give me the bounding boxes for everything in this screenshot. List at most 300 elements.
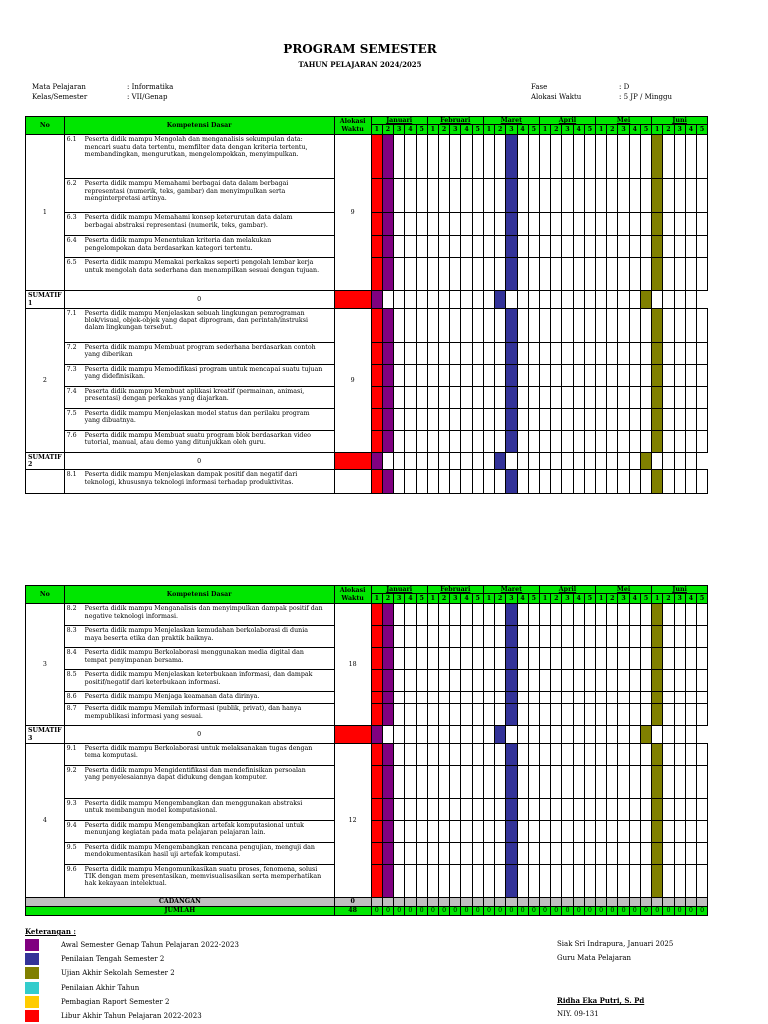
week-cell [517,236,528,258]
week-cell [416,692,427,704]
week-cell [461,291,472,309]
week-cell [573,364,584,386]
kompetensi-dasar-cell [64,743,334,765]
week-cell [663,604,674,626]
week-cell [551,820,562,842]
kd-text: Peserta didik mampu Menentukan kriteria dan melakukan pengelompokan data berdasarkan kategori tertentu. [84,237,272,252]
week-cell [483,308,494,342]
week-cell [596,179,607,213]
week-cell [405,291,416,309]
header-week: 5 [416,594,427,604]
week-cell [382,692,393,704]
week-cell [685,726,696,744]
header-week: 3 [506,594,517,604]
week-cell [640,386,651,408]
week-cell [539,470,550,494]
week-cell [640,820,651,842]
week-cell [517,213,528,236]
week-cell [685,408,696,430]
week-cell [640,842,651,864]
week-cell [539,726,550,744]
week-cell [517,626,528,648]
week-cell [517,604,528,626]
week-cell [438,626,449,648]
week-cell [506,670,517,692]
week-cell [495,626,506,648]
week-cell [551,364,562,386]
week-cell [607,648,618,670]
week-cell [517,135,528,179]
kd-number: 9.1 [66,744,77,752]
week-cell [551,236,562,258]
jumlah-week-value: 0 [573,906,584,915]
sumatif-value: 0 [64,726,334,744]
week-cell [461,820,472,842]
header-week: 2 [495,125,506,135]
week-cell [517,342,528,364]
kompetensi-dasar-cell [64,604,334,626]
legend-item [25,966,239,980]
header-month: Januari [371,117,427,125]
kd-number: 9.6 [66,865,77,873]
week-cell [394,135,405,179]
week-cell [382,430,393,452]
week-cell [427,179,438,213]
cadangan-week-cell [506,897,517,906]
week-cell [472,408,483,430]
week-cell [539,765,550,798]
table-row [26,135,708,179]
sumatif-row [26,452,708,470]
week-cell [652,386,663,408]
week-cell [584,258,595,291]
week-cell [663,408,674,430]
week-cell [405,743,416,765]
kd-number: 7.2 [66,343,77,351]
week-cell [618,179,629,213]
week-cell [551,726,562,744]
week-cell [685,213,696,236]
week-cell [663,291,674,309]
week-cell [450,213,461,236]
week-cell [652,408,663,430]
week-cell [573,236,584,258]
week-cell [405,765,416,798]
week-cell [382,743,393,765]
week-cell [461,648,472,670]
week-cell [528,670,539,692]
week-cell [596,864,607,897]
week-cell [573,704,584,726]
header-week: 3 [562,125,573,135]
table-row [26,743,708,765]
week-cell [685,743,696,765]
legend-label: Penilaian Tengah Semester 2 [61,955,165,964]
week-cell [573,291,584,309]
week-cell [652,213,663,236]
kompetensi-dasar-cell [64,236,334,258]
week-cell [506,179,517,213]
legend-swatch [25,996,39,1008]
week-cell [551,308,562,342]
kd-number: 8.4 [66,649,77,657]
week-cell [438,864,449,897]
week-cell [539,704,550,726]
week-cell [584,213,595,236]
week-cell [674,342,685,364]
week-cell [405,236,416,258]
week-cell [461,470,472,494]
week-cell [629,626,640,648]
week-cell [371,842,382,864]
week-cell [416,798,427,820]
week-cell [539,213,550,236]
header-week: 1 [539,594,550,604]
legend-label: Ujian Akhir Sekolah Semester 2 [61,969,175,978]
week-cell [697,430,708,452]
week-cell [416,452,427,470]
week-cell [551,765,562,798]
legend-item [25,938,239,952]
week-cell [618,342,629,364]
week-cell [640,135,651,179]
table-row [26,308,708,342]
kd-text: Peserta didik mampu Menganalisis dan menyimpulkan dampak positif dan negative teknologi informasi. [84,605,323,620]
week-cell [573,430,584,452]
jumlah-week-value: 0 [382,906,393,915]
week-cell [461,364,472,386]
week-cell [596,308,607,342]
week-cell [663,364,674,386]
legend-swatch [25,939,39,951]
header-week: 5 [472,594,483,604]
week-cell [674,258,685,291]
week-cell [483,386,494,408]
week-cell [652,342,663,364]
week-cell [697,364,708,386]
week-cell [629,670,640,692]
week-cell [640,258,651,291]
week-cell [652,308,663,342]
week-cell [584,386,595,408]
week-cell [629,430,640,452]
week-cell [607,798,618,820]
week-cell [629,236,640,258]
cadangan-label: CADANGAN [26,897,335,906]
week-cell [427,135,438,179]
week-cell [427,842,438,864]
week-cell [528,798,539,820]
week-cell [674,179,685,213]
header-week: 1 [483,594,494,604]
week-cell [697,213,708,236]
week-cell [584,692,595,704]
week-cell [371,470,382,494]
week-cell [528,213,539,236]
jumlah-week-value: 0 [584,906,595,915]
week-cell [629,864,640,897]
header-week: 2 [551,125,562,135]
kd-text: Peserta didik mampu Menjelaskan dampak positif dan negatif dari teknologi, khususnya teknologi informasi terhadap produktivitas. [84,471,298,486]
week-cell [495,179,506,213]
header-week: 3 [450,125,461,135]
week-cell [562,430,573,452]
week-cell [495,670,506,692]
cadangan-week-cell [697,897,708,906]
week-cell [495,704,506,726]
week-cell [427,308,438,342]
week-cell [573,408,584,430]
week-cell [382,798,393,820]
header-week: 3 [394,594,405,604]
week-cell [607,342,618,364]
week-cell [405,626,416,648]
week-cell [517,258,528,291]
row-number [26,470,65,494]
sumatif-label: SUMATIF 3 [26,726,65,744]
week-cell [551,692,562,704]
week-cell [450,386,461,408]
week-cell [573,386,584,408]
header-week: 4 [405,594,416,604]
week-cell [450,798,461,820]
week-cell [495,342,506,364]
week-cell [394,604,405,626]
kompetensi-dasar-cell [64,364,334,386]
week-cell [506,864,517,897]
week-cell [495,258,506,291]
week-cell [382,342,393,364]
week-cell [483,179,494,213]
cadangan-week-cell [596,897,607,906]
week-cell [685,291,696,309]
kd-number: 8.2 [66,605,77,613]
sumatif-label: SUMATIF 2 [26,452,65,470]
week-cell [663,135,674,179]
week-cell [596,236,607,258]
week-cell [685,670,696,692]
week-cell [607,765,618,798]
week-cell [629,648,640,670]
mapel-value: : Informatika [127,83,174,91]
week-cell [461,626,472,648]
week-cell [506,258,517,291]
week-cell [483,408,494,430]
week-cell [450,342,461,364]
week-cell [517,726,528,744]
week-cell [596,408,607,430]
week-cell [607,704,618,726]
week-cell [517,364,528,386]
week-cell [405,470,416,494]
week-cell [562,726,573,744]
week-cell [663,704,674,726]
jumlah-week-value: 0 [506,906,517,915]
week-cell [438,648,449,670]
week-cell [697,386,708,408]
week-cell [663,765,674,798]
week-cell [450,430,461,452]
week-cell [472,743,483,765]
kd-text: Peserta didik mampu Membuat aplikasi kreatif (permainan, animasi, presentasi) dengan perkakas yang diajarkan. [84,387,305,403]
week-cell [697,842,708,864]
week-cell [596,704,607,726]
header-month: Januari [371,586,427,594]
week-cell [472,820,483,842]
jumlah-week-value: 0 [663,906,674,915]
week-cell [495,213,506,236]
header-week: 3 [618,594,629,604]
header-alokasi-waktu: Alokasi Waktu [334,586,371,604]
jumlah-week-value: 0 [640,906,651,915]
week-cell [528,692,539,704]
week-cell [517,452,528,470]
week-cell [528,765,539,798]
header-week: 2 [438,125,449,135]
jumlah-week-value: 0 [416,906,427,915]
week-cell [506,626,517,648]
week-cell [697,470,708,494]
week-cell [551,743,562,765]
header-kompetensi-dasar: Kompetensi Dasar [64,586,334,604]
week-cell [584,470,595,494]
week-cell [551,626,562,648]
week-cell [674,726,685,744]
week-cell [573,213,584,236]
cadangan-week-cell [607,897,618,906]
week-cell [663,308,674,342]
week-cell [461,726,472,744]
week-cell [394,364,405,386]
cadangan-week-cell [427,897,438,906]
week-cell [618,364,629,386]
week-cell [528,842,539,864]
week-cell [438,364,449,386]
week-cell [472,213,483,236]
week-cell [652,430,663,452]
jumlah-week-value: 0 [629,906,640,915]
week-cell [405,386,416,408]
week-cell [685,798,696,820]
week-cell [573,743,584,765]
kd-number: 8.1 [66,471,77,479]
week-cell [652,670,663,692]
week-cell [371,308,382,342]
week-cell [483,864,494,897]
week-cell [674,386,685,408]
week-cell [394,704,405,726]
week-cell [640,408,651,430]
week-cell [483,135,494,179]
week-cell [562,179,573,213]
week-cell [596,726,607,744]
kd-number: 7.4 [66,387,77,395]
program-semester-table-1 [25,116,708,494]
week-cell [674,604,685,626]
header-week: 4 [405,125,416,135]
header-no: No [26,586,65,604]
week-cell [517,648,528,670]
week-cell [629,692,640,704]
week-cell [517,386,528,408]
week-cell [394,386,405,408]
header-week: 2 [607,594,618,604]
week-cell [607,386,618,408]
week-cell [506,648,517,670]
jumlah-label: JUMLAH [26,906,335,915]
week-cell [334,452,371,470]
header-week: 3 [618,125,629,135]
week-cell [528,626,539,648]
week-cell [652,626,663,648]
week-cell [405,864,416,897]
week-cell [416,430,427,452]
week-cell [394,692,405,704]
week-cell [584,743,595,765]
week-cell [640,726,651,744]
week-cell [438,704,449,726]
header-week: 1 [371,125,382,135]
week-cell [528,342,539,364]
week-cell [517,179,528,213]
week-cell [685,765,696,798]
week-cell [685,452,696,470]
kompetensi-dasar-cell [64,430,334,452]
week-cell [573,726,584,744]
legend-swatch [25,982,39,994]
week-cell [371,213,382,236]
week-cell [596,470,607,494]
week-cell [371,291,382,309]
week-cell [506,820,517,842]
week-cell [427,452,438,470]
header-week: 5 [528,594,539,604]
kd-number: 7.6 [66,431,77,439]
week-cell [506,743,517,765]
week-cell [394,842,405,864]
kd-number: 7.3 [66,365,77,373]
header-week: 1 [652,594,663,604]
cadangan-week-cell [394,897,405,906]
week-cell [663,430,674,452]
week-cell [472,726,483,744]
week-cell [382,258,393,291]
week-cell [697,820,708,842]
week-cell [427,692,438,704]
week-cell [640,213,651,236]
week-cell [416,704,427,726]
legend-item [25,952,239,966]
week-cell [438,798,449,820]
week-cell [371,743,382,765]
week-cell [517,670,528,692]
week-cell [450,364,461,386]
kompetensi-dasar-cell [64,820,334,842]
header-month: Juni [652,586,708,594]
week-cell [640,291,651,309]
week-cell [438,726,449,744]
week-cell [438,820,449,842]
week-cell [495,743,506,765]
week-cell [685,258,696,291]
week-cell [382,704,393,726]
week-cell [640,236,651,258]
week-cell [483,604,494,626]
week-cell [528,386,539,408]
header-week: 4 [685,594,696,604]
week-cell [618,743,629,765]
week-cell [618,470,629,494]
